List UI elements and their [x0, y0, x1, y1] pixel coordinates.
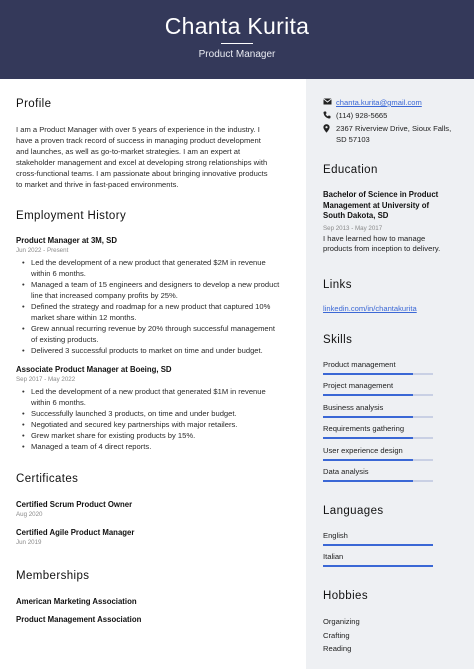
job-bullets [16, 257, 296, 356]
profile-line: stakeholder management and excel at developing strong relationships with [16, 158, 268, 167]
list-item: Crafting [323, 630, 350, 640]
list-item: • Grew market share for existing products by 15%. [16, 430, 296, 441]
certificate-name: Certified Agile Product Manager [16, 528, 135, 537]
language-item [323, 531, 433, 546]
skill-level-fill [323, 394, 413, 396]
list-item: • Managed a team of 4 direct reports. [16, 441, 296, 452]
skill-label: Requirements gathering [323, 424, 405, 433]
location-pin-icon [323, 124, 336, 137]
contact-address-row [323, 124, 463, 145]
memberships-heading: Memberships [16, 570, 90, 582]
skill-label: Project management [323, 381, 394, 390]
job-date: Sep 2017 - May 2022 [16, 376, 76, 383]
links-heading: Links [323, 279, 352, 291]
skill-item [323, 467, 433, 482]
certificates-heading: Certificates [16, 473, 79, 485]
skill-level-fill [323, 437, 413, 439]
employment-heading: Employment History [16, 210, 127, 222]
list-item: • Led the development of a new product that generated $2M in revenue within 6 months. [16, 257, 296, 279]
mail-icon [323, 98, 336, 109]
list-item: • Negotiated and secured key partnerships with major retailers. [16, 419, 296, 430]
degree-line: South Dakota, SD [323, 211, 389, 220]
skill-label: Product management [323, 360, 396, 369]
linkedin-link[interactable]: linkedin.com/in/chantakurita [323, 304, 417, 313]
degree-line: Bachelor of Science in Product [323, 190, 439, 199]
profile-heading: Profile [16, 98, 52, 110]
phone-icon [323, 111, 336, 123]
education-entry [323, 190, 463, 255]
skill-level-bar [323, 373, 433, 375]
job-bullets [16, 386, 296, 452]
certificate-item [16, 500, 132, 518]
contact-phone-row [323, 111, 463, 123]
membership-item: American Marketing Association [16, 597, 137, 606]
skill-item [323, 403, 433, 418]
skill-level-bar [323, 480, 433, 482]
certificate-date: Aug 2020 [16, 511, 43, 518]
job-entry [16, 236, 296, 356]
certificate-item [16, 528, 134, 546]
profile-line: I am a Product Manager with over 5 years of experience in the industry. I [16, 125, 260, 134]
list-item: • Managed a team of 15 engineers and designers to develop a new product line that increased company profits by 25%. [16, 279, 296, 301]
candidate-name: Chanta Kurita [164, 13, 310, 39]
language-level-bar [323, 544, 433, 546]
skill-item [323, 360, 433, 375]
education-desc-line: I have learned how to manage [323, 233, 426, 243]
skill-item [323, 381, 433, 396]
skill-item [323, 424, 433, 439]
language-level-fill [323, 544, 433, 546]
skill-level-fill [323, 480, 413, 482]
profile-line: cross-functional teams. I am passionate about bringing innovative products [16, 169, 268, 178]
skill-level-fill [323, 373, 413, 375]
job-date: Jun 2022 - Present [16, 247, 69, 254]
profile-line: have a proven track record of success in managing product development [16, 136, 261, 145]
skill-level-bar [323, 416, 433, 418]
education-desc-line: products from inception to delivery. [323, 244, 441, 253]
list-item: Reading [323, 644, 352, 653]
skill-level-bar [323, 459, 433, 461]
phone-number: (114) 928-5665 [336, 110, 388, 120]
education-heading: Education [323, 164, 378, 176]
list-item: • Grew annual recurring revenue by 20% through successful management of existing products. [16, 323, 296, 345]
language-label: Italian [323, 552, 344, 561]
skill-label: Business analysis [323, 403, 384, 412]
language-label: English [323, 531, 348, 540]
certificate-date: Jun 2019 [16, 539, 42, 546]
candidate-role: Product Manager [198, 49, 276, 60]
job-title: Product Manager at 3M, SD [16, 236, 117, 245]
contact-block [323, 98, 463, 145]
email-link[interactable]: chanta.kurita@gmail.com [336, 98, 422, 107]
language-level-fill [323, 565, 433, 567]
skill-label: Data analysis [323, 467, 369, 476]
degree-line: Management at University of [323, 200, 430, 210]
skill-label: User experience design [323, 446, 403, 455]
resume-header [0, 0, 474, 79]
list-item: Organizing [323, 617, 360, 626]
header-divider [221, 43, 253, 44]
membership-item: Product Management Association [16, 615, 142, 624]
skill-item [323, 446, 433, 461]
address: 2367 Riverview Drive, Sioux Falls, SD 57103 [336, 124, 452, 144]
profile-line: and launches, as well as go-to-market strategies. I am an expert at [16, 147, 241, 156]
language-level-bar [323, 565, 433, 567]
languages-heading: Languages [323, 505, 384, 517]
skill-level-fill [323, 416, 413, 418]
hobbies-list [323, 615, 360, 656]
skills-heading: Skills [323, 334, 353, 346]
list-item: • Led the development of a new product that generated $1M in revenue within 6 months. [16, 386, 296, 408]
hobbies-heading: Hobbies [323, 590, 368, 602]
profile-summary [16, 124, 296, 190]
list-item: • Delivered 3 successful products to market on time and under budget. [16, 345, 296, 356]
list-item: • Defined the strategy and roadmap for a new product that captured 10% market share within 12 months. [16, 301, 296, 323]
profile-line: to market and thrive in fast-paced environments. [16, 180, 179, 189]
skill-level-fill [323, 459, 413, 461]
skill-level-bar [323, 394, 433, 396]
job-entry [16, 365, 296, 452]
list-item: • Successfully launched 3 products, on time and under budget. [16, 408, 296, 419]
contact-email-row [323, 98, 463, 109]
language-item [323, 552, 433, 567]
education-date: Sep 2013 - May 2017 [323, 224, 383, 232]
job-title: Associate Product Manager at Boeing, SD [16, 365, 172, 374]
skill-level-bar [323, 437, 433, 439]
certificate-name: Certified Scrum Product Owner [16, 500, 133, 509]
